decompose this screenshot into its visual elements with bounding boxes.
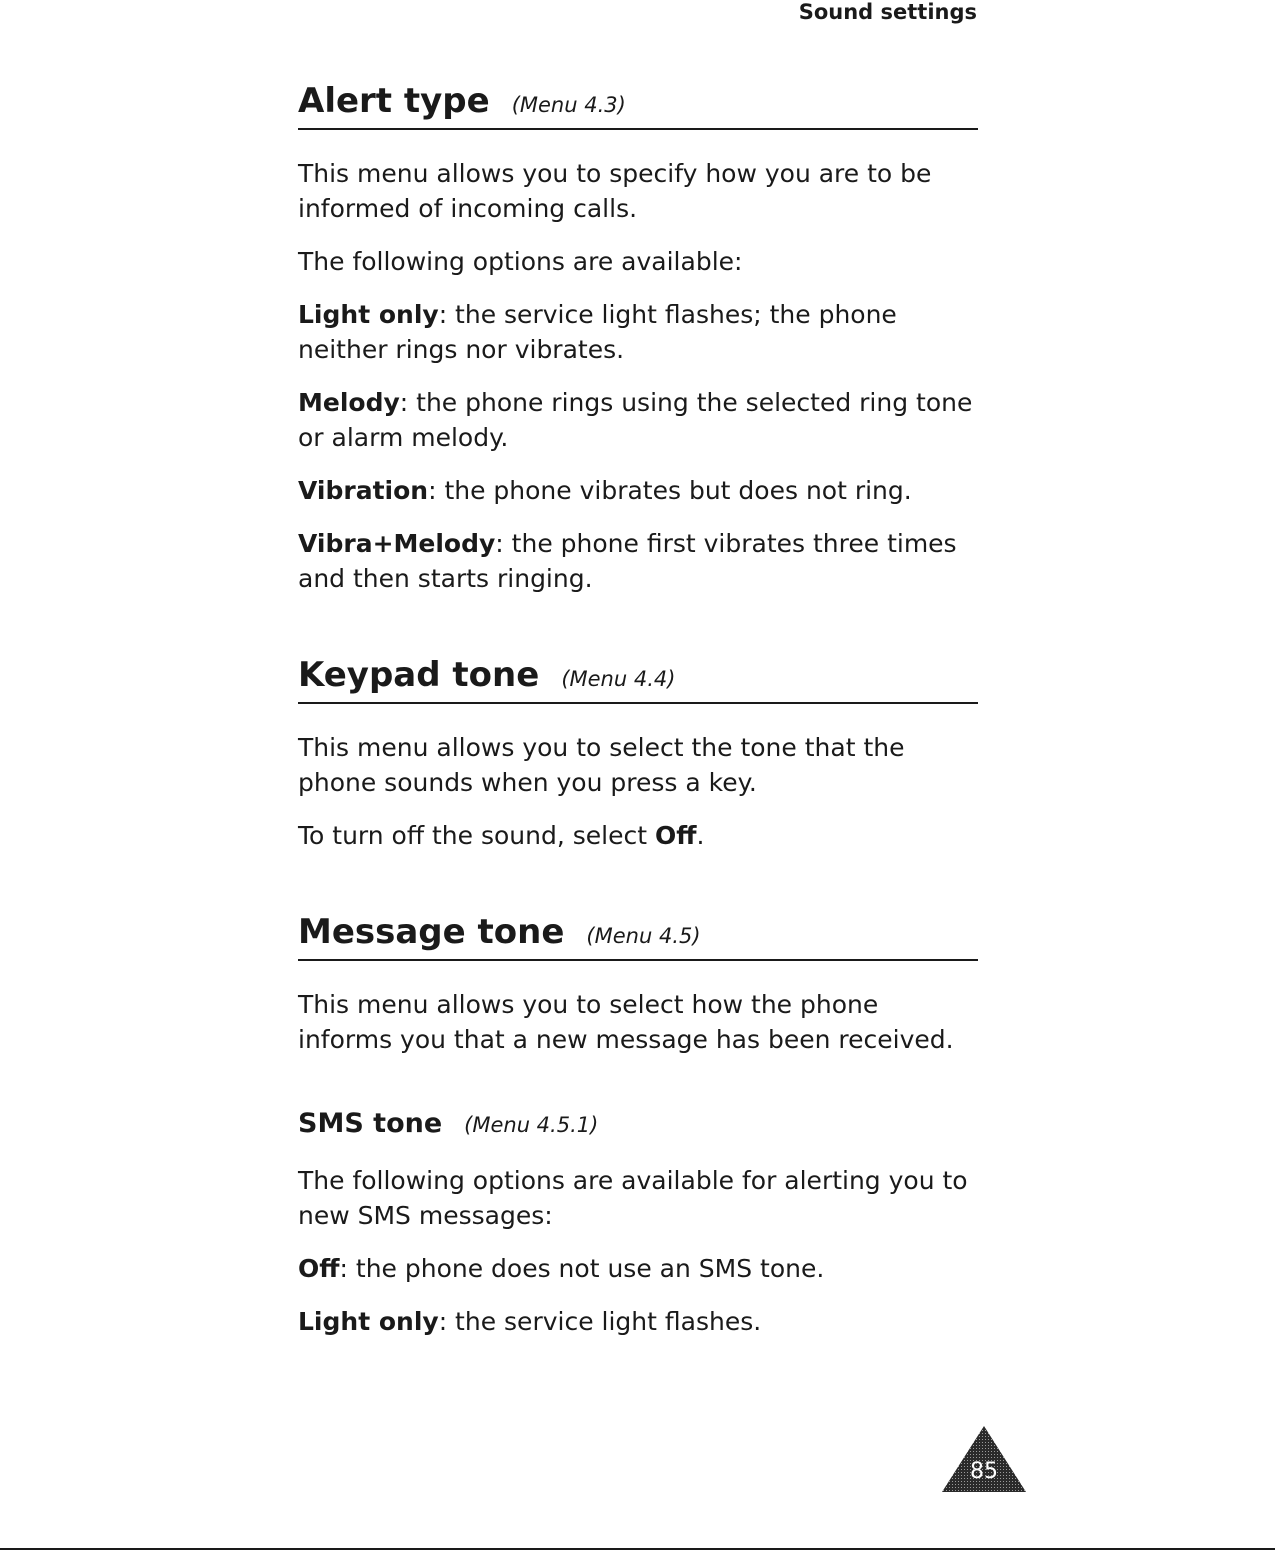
option-off bbox=[298, 1251, 978, 1286]
subsection-sms-tone bbox=[298, 1107, 978, 1339]
option-desc: : the phone rings using the selected ring tone or alarm melody. bbox=[298, 388, 973, 452]
option-vibration bbox=[298, 473, 978, 508]
option-term: Light only bbox=[298, 1307, 439, 1336]
section-alert-type bbox=[298, 80, 978, 596]
option-desc: : the service light flashes; the phone neither rings nor vibrates. bbox=[298, 300, 897, 364]
section-message-tone bbox=[298, 911, 978, 1339]
option-term: Vibration bbox=[298, 476, 429, 505]
option-melody bbox=[298, 385, 978, 455]
option-desc: : the phone first vibrates three times and then starts ringing. bbox=[298, 529, 957, 593]
section-keypad-tone bbox=[298, 654, 978, 853]
subsection-title: SMS tone bbox=[298, 1108, 443, 1139]
option-term: Light only bbox=[298, 300, 439, 329]
off-term: Off bbox=[654, 821, 697, 850]
page-number: 85 bbox=[970, 1459, 998, 1484]
turn-off-instruction bbox=[298, 818, 978, 853]
instruction-prefix: To turn off the sound, select bbox=[298, 821, 655, 850]
options-lead: The following options are available: bbox=[298, 247, 743, 276]
instruction-suffix: . bbox=[696, 821, 705, 850]
option-light-only bbox=[298, 297, 978, 367]
menu-reference: (Menu 4.4) bbox=[561, 667, 676, 691]
running-header: Sound settings bbox=[798, 0, 977, 24]
subsection-heading bbox=[298, 1107, 978, 1141]
section-intro: This menu allows you to specify how you are to be informed of incoming calls. bbox=[298, 159, 932, 223]
option-desc: : the phone vibrates but does not ring. bbox=[428, 476, 912, 505]
option-light-only bbox=[298, 1304, 978, 1339]
section-heading bbox=[298, 80, 978, 130]
page-content bbox=[298, 80, 978, 1357]
option-vibra-melody bbox=[298, 526, 978, 596]
option-term: Vibra+Melody bbox=[298, 529, 496, 558]
subsection-intro: The following options are available for alerting you to new SMS messages: bbox=[298, 1166, 968, 1230]
section-heading bbox=[298, 654, 978, 704]
menu-reference: (Menu 4.3) bbox=[511, 93, 626, 117]
option-desc: : the phone does not use an SMS tone. bbox=[339, 1254, 825, 1283]
bottom-divider bbox=[0, 1548, 1275, 1550]
section-heading bbox=[298, 911, 978, 961]
section-title: Keypad tone bbox=[298, 655, 540, 695]
menu-reference: (Menu 4.5) bbox=[586, 924, 701, 948]
menu-reference: (Menu 4.5.1) bbox=[464, 1113, 599, 1137]
page-number-badge bbox=[940, 1424, 1028, 1494]
option-term: Off bbox=[298, 1254, 340, 1283]
section-title: Alert type bbox=[298, 81, 490, 121]
option-term: Melody bbox=[298, 388, 400, 417]
section-title: Message tone bbox=[298, 912, 565, 952]
section-intro: This menu allows you to select the tone that the phone sounds when you press a key. bbox=[298, 733, 905, 797]
section-intro: This menu allows you to select how the phone informs you that a new message has been received. bbox=[298, 990, 954, 1054]
option-desc: : the service light flashes. bbox=[438, 1307, 762, 1336]
